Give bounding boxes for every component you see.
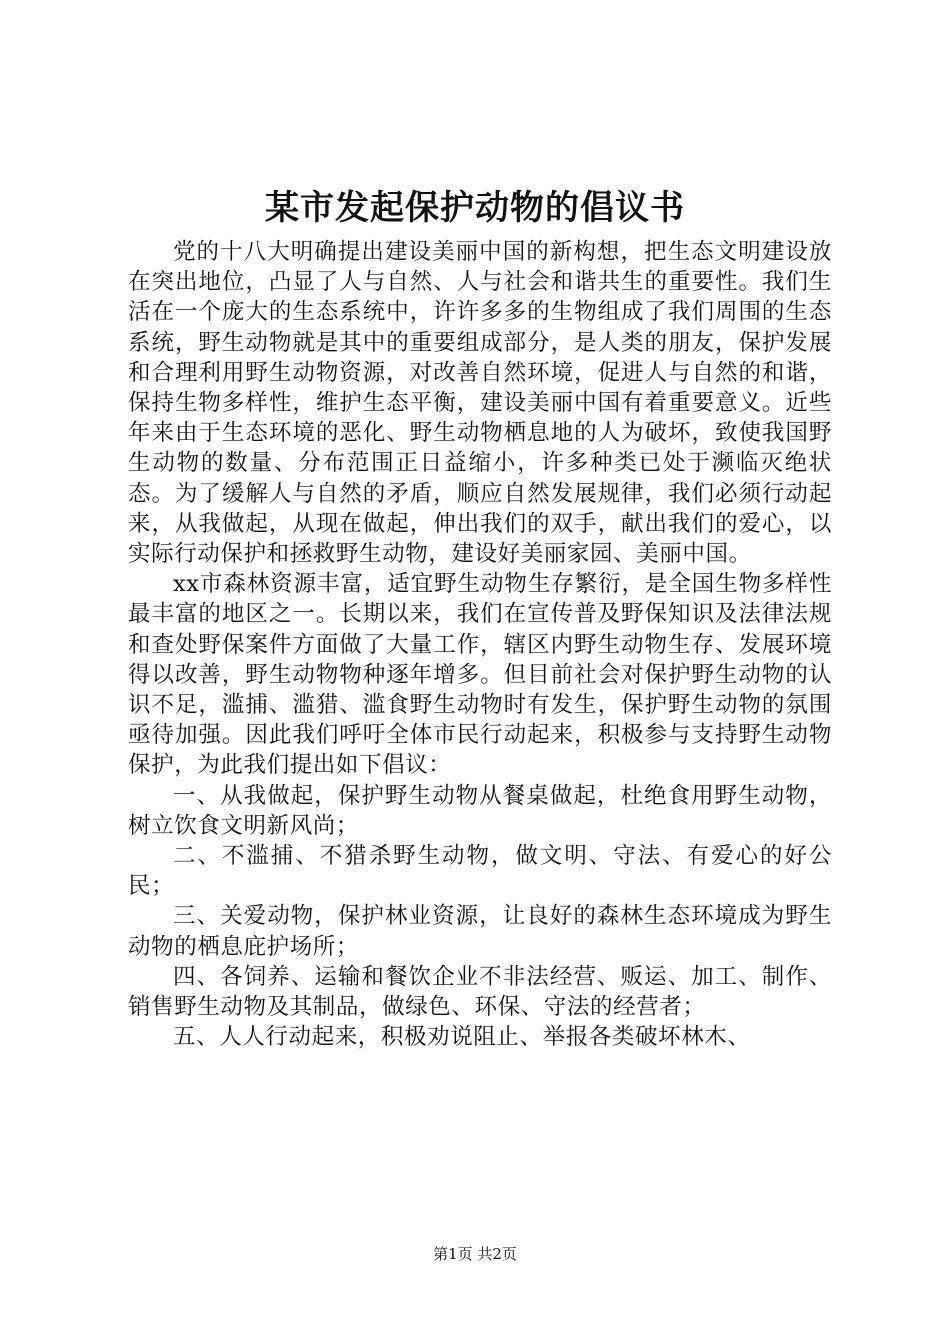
paragraph-intro: 党的十八大明确提出建设美丽中国的新构想，把生态文明建设放在突出地位，凸显了人与自然、人与社会和谐共生的重要性。我们生活在一个庞大的生态系统中，许许多多的生物组成了我们周围的生态系统，野生动物就是其中的重要组成部分，是人类的朋友，保护发展和合理利用野生动物资源，对改善自然环境，促进人与自然的和谐，保持生物多样性，维护生态平衡，建设美丽中国有着重要意义。近些年来由于生态环境的恶化、野生动物栖息地的人为破坏，致使我国野生动物的数量、分布范围正日益缩小，许多种类已处于濒临灭绝状态。为了缓解人与自然的矛盾，顺应自然发展规律，我们必须行动起来，从我做起，从现在做起，伸出我们的双手，献出我们的爱心，以实际行动保护和拯救野生动物，建设好美丽家园、美丽中国。 [128, 239, 832, 568]
proposal-item-4: 四、各饲养、运输和餐饮企业不非法经营、贩运、加工、制作、销售野生动物及其制品，做绿色、环保、守法的经营者； [128, 963, 832, 1021]
document-title: 某市发起保护动物的倡议书 [265, 188, 685, 228]
proposal-item-1: 一、从我做起，保护野生动物从餐桌做起，杜绝食用野生动物，树立饮食文明新风尚； [128, 782, 832, 839]
paragraph-background: xx市森林资源丰富，适宜野生动物生存繁衍，是全国生物多样性最丰富的地区之一。长期以来，我们在宣传普及野保知识及法律法规和查处野保案件方面做了大量工作，辖区内野生动物生存、发展环境得以改善，野生动物物种逐年增多。但目前社会对保护野生动物的认识不足，滥捕、滥猎、滥食野生动物时有发生，保护野生动物的氛围亟待加强。因此我们呼吁全体市民行动起来，积极参与支持野生动物保护，为此我们提出如下倡议： [128, 571, 832, 779]
proposal-item-3: 三、关爱动物，保护林业资源，让良好的森林生态环境成为野生动物的栖息庇护场所； [128, 903, 832, 960]
page-number: 第1页 共2页 [433, 1245, 517, 1263]
proposal-item-5: 五、人人行动起来，积极劝说阻止、举报各类破坏林木、 [173, 1024, 751, 1051]
proposal-item-2: 二、不滥捕、不猎杀野生动物，做文明、守法、有爱心的好公民； [128, 843, 832, 900]
document-body [128, 237, 832, 1052]
